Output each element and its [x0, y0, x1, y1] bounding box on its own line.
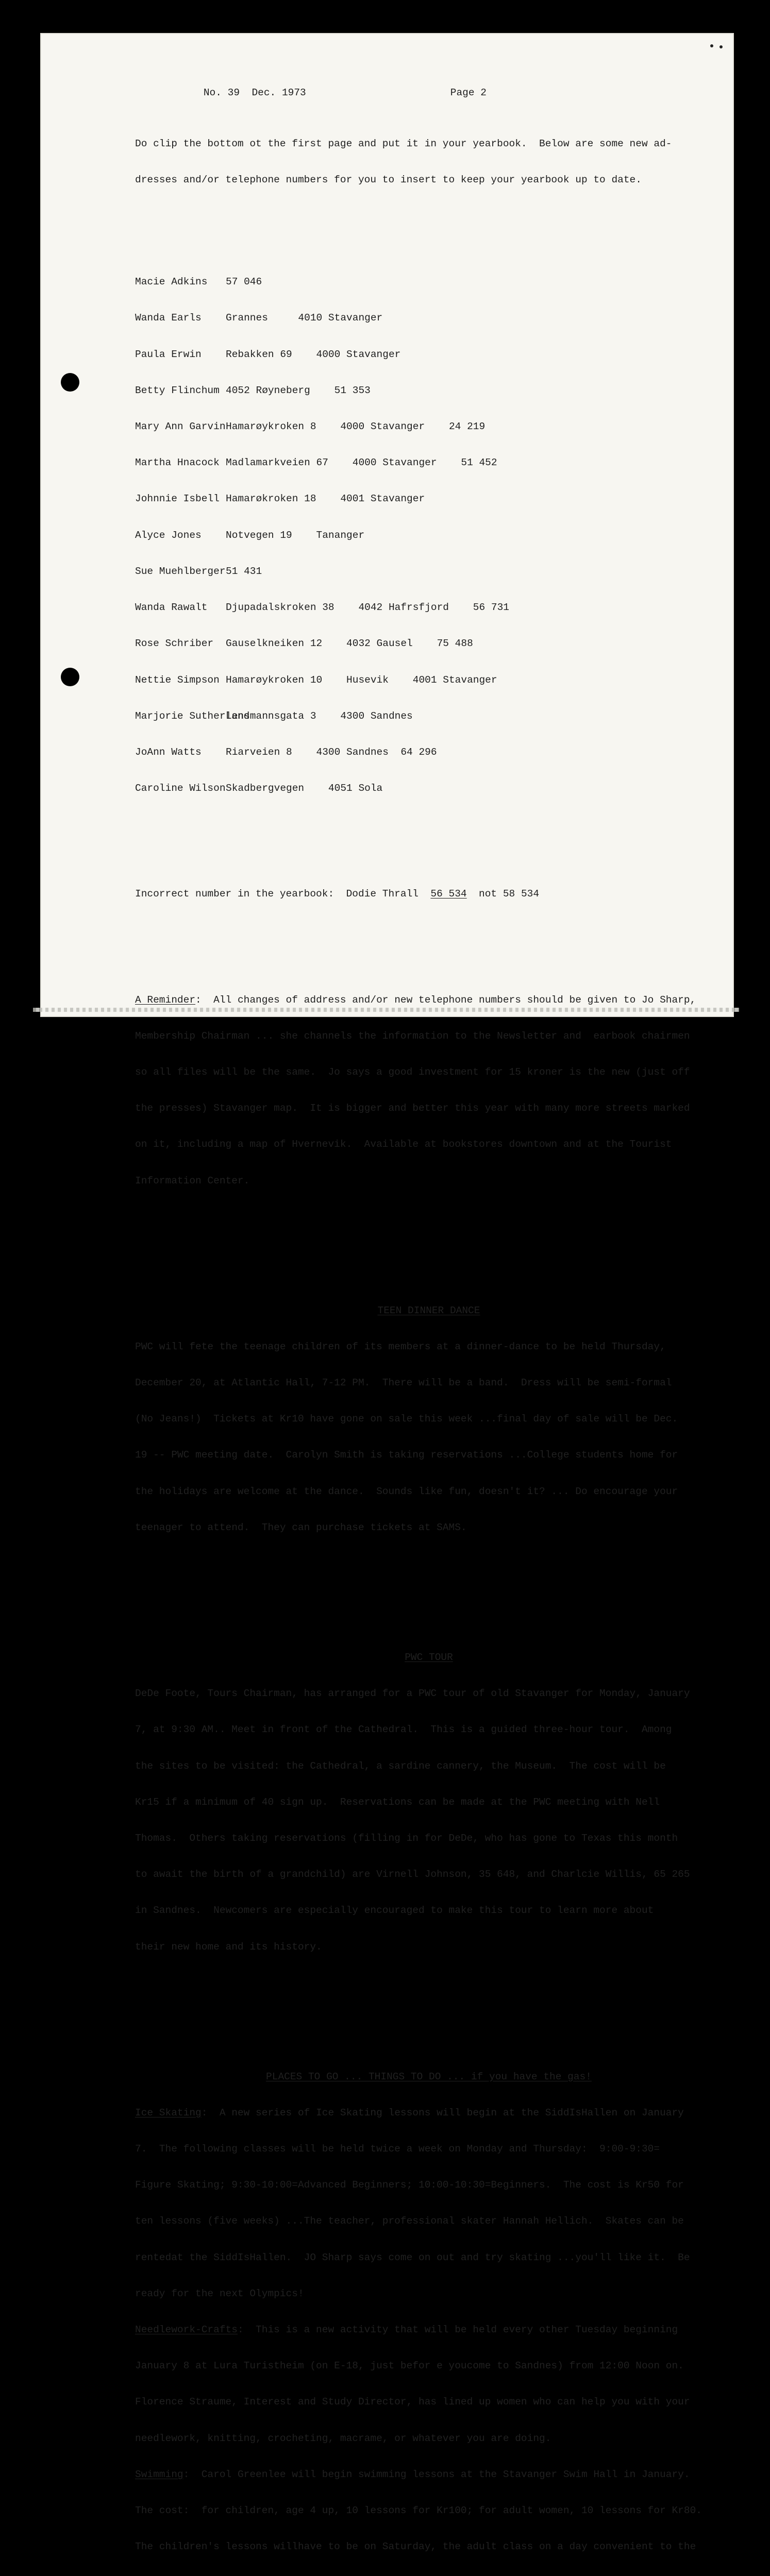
address-name: Paula Erwin [135, 348, 202, 360]
address-detail: 4052 Røyneberg 51 353 [226, 384, 371, 396]
address-row [135, 312, 723, 324]
address-row [135, 349, 723, 361]
header-line [179, 75, 767, 99]
punch-hole-bottom [61, 668, 79, 686]
address-detail: Skadbergvegen 4051 Sola [226, 783, 383, 794]
tour-section: PWC TOUR DeDe Foote, Tours Chairman, has arranged for a PWC tour of old Stavanger for Monday, January 7, at 9:30 AM.. Meet in front of the Cathedral. This is a guided three-hour tour. Among the sites to be visited: the Cathedral, a sardine cannery, the Museum. The cost will be Kr15 if a minimum of 40 sign up. Reservations can be made at the PWC meeting with Nell Thomas. Others taking reservations (filling in for DeDe, who has gone to Texas this month to await the birth of a grandchild) are Virnell Johnson, 35 648, and Charlcie Willis, 65 265 in Sandnes. Newcomers are especially encouraged to make this tour to learn more about their new home and its history. [135, 1651, 690, 1953]
intro-line: dresses and/or telephone numbers for you to insert to keep your yearbook up to date. [135, 174, 642, 186]
address-row [135, 602, 723, 614]
intro-line: Do clip the bottom ot the first page and put it in your yearbook. Below are some new ad- [135, 138, 672, 149]
teen-dance-section: TEEN DINNER DANCE PWC will fete the teenage children of its members at a dinner-dance to be held Thursday, December 20, at Atlantic Hall, 7-12 PM. There will be a band. Dress will be semi-formal (No Jeans!) Tickets at Kr10 have gone on sale this week ...final day of sale will be Dec. 19 -- PWC meeting date. Carolyn Smith is taking reservations ...College students home for the holidays are welcome at the dance. Sounds like fun, doesn't it? ... Do encourage your teenager to attend. They can purchase tickets at SAMS. [135, 1304, 678, 1533]
section-heading: TEEN DINNER DANCE [377, 1304, 480, 1316]
section-heading: PLACES TO GO ... THINGS TO DO ... if you have the gas! [266, 2071, 592, 2082]
address-name: Sue Muehlberger [135, 565, 226, 577]
incorrect-number-note: Incorrect number in the yearbook: Dodie Thrall 56 534 not 58 534 [135, 888, 540, 900]
address-name: Mary Ann Garvin [135, 421, 226, 433]
address-row [135, 385, 723, 397]
punch-hole-top [61, 373, 79, 392]
address-name: Wanda Rawalt [135, 602, 208, 614]
reminder-section: A Reminder: All changes of address and/or new telephone numbers should be given to Jo Sharp, Membership Chairman ... she channels the information to the Newsletter and earbook chairmen so all files will be the same. Jo says a good investment for 15 kroner is the new (just off the presses) Stavanger map. It is bigger and better this year with many more streets marked on it, including a map of Hvernevik. Available at bookstores downtown and at the Tourist Information Center. [135, 994, 696, 1187]
address-row [135, 421, 723, 433]
address-name: Martha Hnacock [135, 457, 220, 469]
address-row [135, 566, 723, 578]
address-name: Johnnie Isbell [135, 493, 220, 505]
page-number: Page 2 [450, 87, 487, 99]
address-row [135, 747, 723, 758]
address-row [135, 530, 723, 541]
issue-date: Dec. 1973 [252, 87, 306, 99]
reminder-label: A Reminder [135, 994, 196, 1006]
places-section: PLACES TO GO ... THINGS TO DO ... if you have the gas! Ice Skating: A new series of Ice Skating lessons will begin at the SiddIsHallen on January 7. The following classes will be held twice a week on Monday and Thursday: 9:00-9:30= Figure Skating; 9:30-10:00=Advanced Beginners; 10:00-10:30=Beginners. The cost is Kr50 for ten lessons (five weeks) ...The teacher, professional skater Hannah Hellich. Skates can be rentedat the SiddIsHallen. JO Sharp says come on out and try skating ...you'll like it. Be ready for the next Olympics! Needlework-Crafts: This is a new activity that will be held every other Tuesday beginning January 8 at Lura Turistheim (on E-18, just befor e youcome to Sandnes) from 12:00 Noon on. Florence Straume, Interest and Study Director, has lined up women who can help you with your needlework, knitting, crocheting, macrame, or whatever you are doing. Swimming: Carol Greenlee will begin swimming lessons at the Stavanger Swim Hall in January. The cost: for children, age 4 up, 10 lessons for Kr100; for adult women, 10 lessons for Kr80. The children's lessons willhave to be on Saturday, the adult class on a day convenient to the [135, 2071, 702, 2553]
address-name: JoAnn Watts [135, 746, 202, 758]
address-list [135, 252, 723, 819]
section-heading: PWC TOUR [405, 1651, 453, 1663]
address-name: Betty Flinchum [135, 384, 220, 396]
address-row [135, 783, 723, 794]
address-detail: Hamarøykroken 8 4000 Stavanger 24 219 [226, 421, 486, 433]
address-detail: Gauselkneiken 12 4032 Gausel 75 488 [226, 638, 473, 650]
address-row [135, 710, 723, 722]
address-name: Macie Adkins [135, 276, 208, 288]
address-row [135, 638, 723, 650]
address-row [135, 457, 723, 469]
address-name: Wanda Earls [135, 312, 202, 324]
address-name: Rose Schriber [135, 638, 214, 650]
address-detail: Hamarøykroken 10 Husevik 4001 Stavanger [226, 674, 497, 686]
address-name: Nettie Simpson [135, 674, 220, 686]
address-name: Marjorie Sutherland [135, 710, 250, 722]
ink-mark [710, 44, 713, 47]
address-detail: Djupadalskroken 38 4042 Hafrsfjord 56 731 [226, 602, 509, 614]
address-detail: Riarveien 8 4300 Sandnes 64 296 [226, 746, 437, 758]
document-text [135, 48, 723, 2576]
issue-number: No. 39 [203, 87, 240, 99]
swimming-label: Swimming [135, 2468, 183, 2480]
correct-number: 56 534 [430, 888, 467, 900]
address-row [135, 276, 723, 288]
address-detail: Grannes 4010 Stavanger [226, 312, 383, 324]
address-name: Alyce Jones [135, 529, 202, 541]
address-detail: Madlamarkveien 67 4000 Stavanger 51 452 [226, 457, 497, 469]
address-detail: Rebakken 69 4000 Stavanger [226, 348, 401, 360]
address-detail: 51 431 [226, 565, 262, 577]
address-detail: Lensmannsgata 3 4300 Sandnes [226, 710, 413, 722]
ice-skating-label: Ice Skating [135, 2107, 202, 2119]
address-row [135, 674, 723, 686]
needlework-label: Needlework-Crafts [135, 2324, 238, 2335]
address-row [135, 493, 723, 505]
address-name: Caroline Wilson [135, 783, 226, 794]
address-detail: Notvegen 19 Tananger [226, 529, 365, 541]
address-detail: Hamarøkroken 18 4001 Stavanger [226, 493, 425, 505]
address-detail: 57 046 [226, 276, 262, 288]
